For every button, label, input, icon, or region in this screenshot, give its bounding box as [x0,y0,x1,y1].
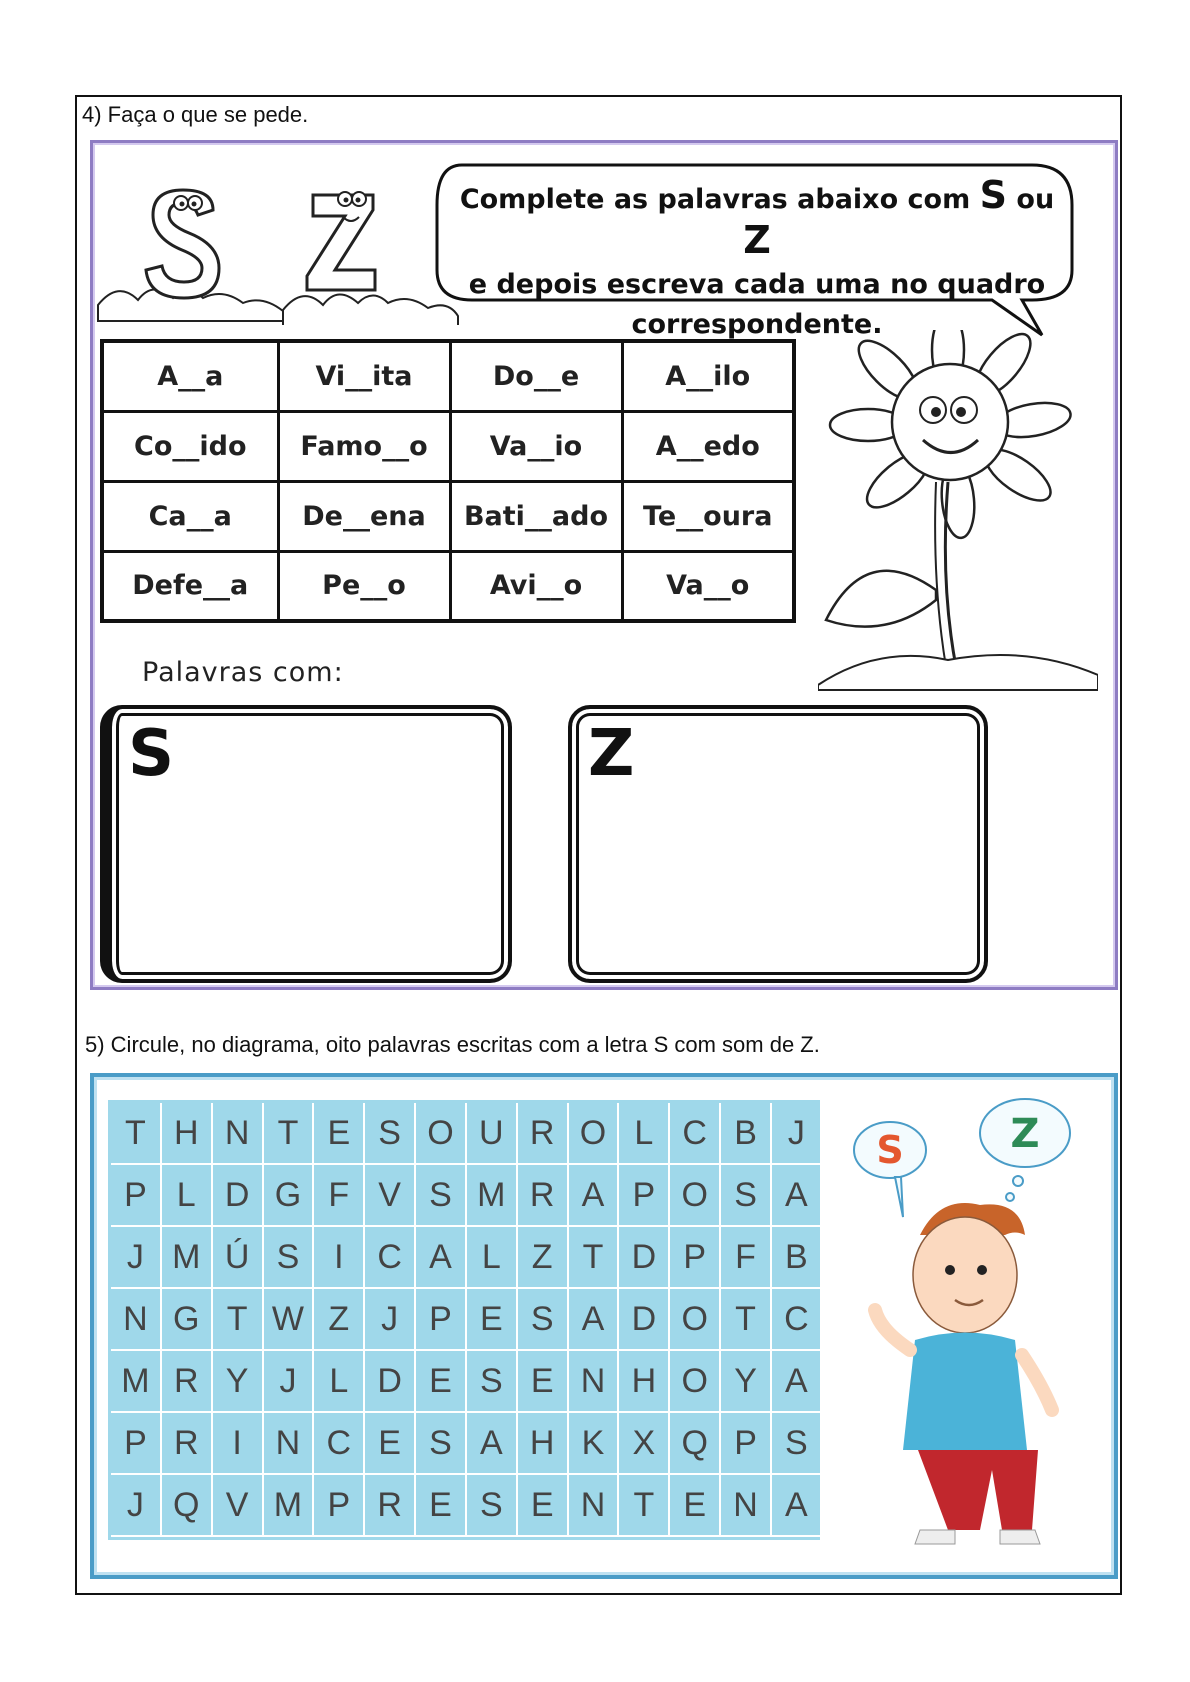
instruction-letter-z: Z [743,218,771,262]
word-cell[interactable]: Vi__ita [278,341,450,411]
grid-cell[interactable]: H [619,1351,670,1413]
box-z-letter: Z [588,717,635,791]
s-z-characters-illustration [93,185,463,325]
grid-cell[interactable]: F [721,1227,772,1289]
grid-cell[interactable]: S [264,1227,315,1289]
grid-cell[interactable]: W [264,1289,315,1351]
grid-cell[interactable]: T [569,1227,620,1289]
grid-cell[interactable]: V [213,1475,264,1537]
grid-cell[interactable]: N [569,1351,620,1413]
grid-cell[interactable]: O [670,1165,721,1227]
grid-cell[interactable]: S [721,1165,772,1227]
grid-cell[interactable]: I [314,1227,365,1289]
grid-cell[interactable]: O [416,1103,467,1165]
grid-cell[interactable]: C [314,1413,365,1475]
grid-cell[interactable]: M [264,1475,315,1537]
grid-cell[interactable]: T [721,1289,772,1351]
grid-cell[interactable]: J [365,1289,416,1351]
grid-cell[interactable]: J [772,1103,823,1165]
grid-cell[interactable]: D [213,1165,264,1227]
grid-cell[interactable]: C [772,1289,823,1351]
grid-cell[interactable]: P [111,1165,162,1227]
grid-cell[interactable]: L [314,1351,365,1413]
word-completion-table [100,339,796,623]
grid-cell[interactable]: N [213,1103,264,1165]
grid-cell[interactable]: B [772,1227,823,1289]
grid-cell[interactable]: R [518,1103,569,1165]
grid-cell[interactable]: R [365,1475,416,1537]
instruction-line1: Complete as palavras abaixo com [459,184,980,215]
grid-cell[interactable]: A [569,1165,620,1227]
grid-cell[interactable]: J [111,1227,162,1289]
grid-cell[interactable]: P [416,1289,467,1351]
grid-cell[interactable]: H [162,1103,213,1165]
grid-cell[interactable]: Q [162,1475,213,1537]
grid-cell[interactable]: Z [518,1227,569,1289]
grid-cell[interactable]: P [619,1165,670,1227]
grid-cell[interactable]: O [670,1289,721,1351]
grid-cell[interactable]: A [772,1475,823,1537]
grid-cell[interactable]: A [772,1351,823,1413]
word-cell[interactable]: A__ilo [622,341,794,411]
grid-cell[interactable]: M [467,1165,518,1227]
z-words-answer-box[interactable] [568,705,988,983]
grid-cell[interactable]: A [416,1227,467,1289]
grid-cell[interactable]: L [619,1103,670,1165]
word-cell[interactable]: Bati__ado [450,481,622,551]
grid-cell[interactable]: E [518,1475,569,1537]
grid-cell[interactable]: P [314,1475,365,1537]
table-row [102,481,794,551]
grid-cell[interactable]: S [772,1413,823,1475]
grid-cell[interactable]: T [213,1289,264,1351]
instruction-line3: correspondente. [631,309,883,340]
grid-cell[interactable]: P [111,1413,162,1475]
grid-cell[interactable]: E [518,1351,569,1413]
grid-cell[interactable]: Ú [213,1227,264,1289]
grid-cell[interactable]: E [416,1351,467,1413]
grid-cell[interactable]: A [569,1289,620,1351]
speech-bubble-instruction [442,175,1072,345]
word-cell[interactable]: Do__e [450,341,622,411]
palavras-com-label: Palavras com: [142,657,344,688]
word-cell[interactable]: Te__oura [622,481,794,551]
grid-cell[interactable]: S [416,1413,467,1475]
sunflower-character-illustration [818,330,1098,700]
grid-cell[interactable]: B [721,1103,772,1165]
table-row [102,551,794,621]
table-row [102,411,794,481]
bubble-s-letter: S [876,1128,904,1172]
instruction-letter-s: S [979,173,1007,217]
grid-cell[interactable]: X [619,1413,670,1475]
word-search-grid [108,1100,820,1540]
grid-cell[interactable]: J [264,1351,315,1413]
boy-thinking-illustration [850,1085,1100,1565]
grid-cell[interactable]: A [467,1413,518,1475]
grid-cell[interactable]: S [518,1289,569,1351]
grid-cell[interactable]: H [518,1413,569,1475]
word-cell[interactable]: De__ena [278,481,450,551]
grid-cell[interactable]: L [162,1165,213,1227]
grid-cell[interactable]: E [416,1475,467,1537]
grid-cell[interactable]: E [467,1289,518,1351]
grid-cell[interactable]: S [416,1165,467,1227]
grid-cell[interactable]: U [467,1103,518,1165]
word-cell[interactable]: A__edo [622,411,794,481]
grid-cell[interactable]: R [518,1165,569,1227]
grid-cell[interactable]: E [314,1103,365,1165]
grid-cell[interactable]: K [569,1413,620,1475]
grid-cell[interactable]: O [670,1351,721,1413]
grid-cell[interactable]: S [365,1103,416,1165]
grid-cell[interactable]: V [365,1165,416,1227]
grid-cell[interactable]: I [213,1413,264,1475]
grid-cell[interactable]: C [670,1103,721,1165]
grid-cell[interactable]: M [111,1351,162,1413]
instruction-ou: ou [1007,184,1055,215]
s-words-answer-box[interactable] [100,705,512,983]
word-cell[interactable]: Co__ido [102,411,278,481]
word-cell[interactable]: Pe__o [278,551,450,621]
grid-cell[interactable]: G [264,1165,315,1227]
grid-cell[interactable]: Y [721,1351,772,1413]
grid-cell[interactable]: Q [670,1413,721,1475]
grid-cell[interactable]: P [721,1413,772,1475]
grid-cell[interactable]: N [264,1413,315,1475]
grid-cell[interactable]: L [467,1227,518,1289]
word-cell[interactable]: A__a [102,341,278,411]
grid-cell[interactable]: J [111,1475,162,1537]
grid-cell[interactable]: O [569,1103,620,1165]
bubble-z-letter: Z [1010,1111,1040,1157]
word-cell[interactable]: Va__o [622,551,794,621]
grid-cell[interactable]: R [162,1413,213,1475]
grid-cell[interactable]: A [772,1165,823,1227]
grid-cell[interactable]: T [111,1103,162,1165]
box-s-letter: S [128,717,175,791]
grid-cell[interactable]: D [619,1227,670,1289]
word-cell[interactable]: Defe__a [102,551,278,621]
grid-cell[interactable]: S [467,1475,518,1537]
grid-cell[interactable]: D [619,1289,670,1351]
grid-cell[interactable]: E [670,1475,721,1537]
grid-cell[interactable]: C [365,1227,416,1289]
table-row [102,341,794,411]
grid-cell[interactable]: T [619,1475,670,1537]
grid-cell[interactable]: N [569,1475,620,1537]
question-4-title: 4) Faça o que se pede. [82,102,309,127]
word-cell[interactable]: Ca__a [102,481,278,551]
question-5-title: 5) Circule, no diagrama, oito palavras escritas com a letra S com som de Z. [85,1032,820,1057]
grid-cell[interactable]: N [111,1289,162,1351]
grid-cell[interactable]: N [721,1475,772,1537]
grid-cell[interactable]: Z [314,1289,365,1351]
grid-cell[interactable]: T [264,1103,315,1165]
grid-cell[interactable]: D [365,1351,416,1413]
word-cell[interactable]: Famo__o [278,411,450,481]
grid-cell[interactable]: F [314,1165,365,1227]
grid-cell[interactable]: E [365,1413,416,1475]
grid-cell[interactable]: Y [213,1351,264,1413]
grid-cell[interactable]: R [162,1351,213,1413]
grid-cell[interactable]: M [162,1227,213,1289]
grid-cell[interactable]: P [670,1227,721,1289]
word-cell[interactable]: Va__io [450,411,622,481]
grid-cell[interactable]: S [467,1351,518,1413]
word-cell[interactable]: Avi__o [450,551,622,621]
instruction-line2: e depois escreva cada uma no quadro [468,269,1046,300]
grid-cell[interactable]: G [162,1289,213,1351]
